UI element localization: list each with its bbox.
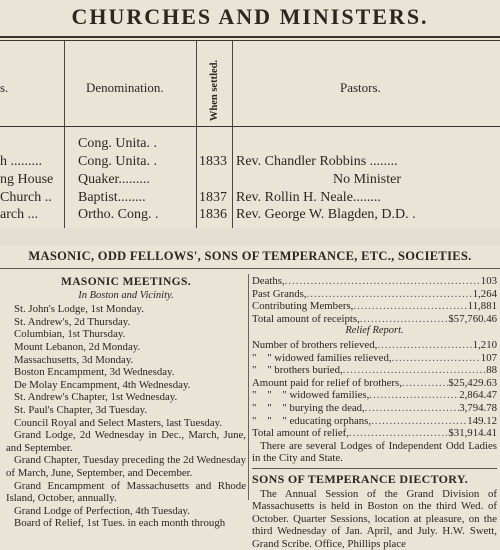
masonic-paragraph: Board of Relief, 1st Tues. in each month through xyxy=(6,517,246,530)
section-title-churches: CHURCHES AND MINISTERS. xyxy=(0,4,500,30)
church-denomination: Quaker......... xyxy=(78,172,194,188)
relief-line: " " " burying the dead, ..... 3,794.78 xyxy=(252,402,497,415)
church-denomination: Cong. Unita. . xyxy=(78,154,194,170)
header-rule xyxy=(0,126,500,127)
relief-line: " " " educating orphans, ..... 149.12 xyxy=(252,415,497,428)
church-year: 1833 xyxy=(199,154,231,170)
column-divider-3 xyxy=(232,41,233,228)
masonic-item: Boston Encampment, 3d Wednesday. xyxy=(6,366,246,379)
masonic-item: St. Andrew's, 2d Thursday. xyxy=(6,316,246,329)
societies-title-rule xyxy=(0,268,500,269)
relief-line: " " " widowed families, ..... 2,864.47 xyxy=(252,389,497,402)
church-name: Church .. xyxy=(0,190,62,206)
church-name: ng House xyxy=(0,172,62,188)
church-denomination: Cong. Unita. . xyxy=(78,136,194,152)
church-pastor: Rev. Chandler Robbins ........ xyxy=(236,154,498,170)
stat-line: Past Grands, ..... 1,264 xyxy=(252,288,497,301)
church-year: 1836 xyxy=(199,207,231,223)
header-pastors: Pastors. xyxy=(340,80,381,96)
masonic-paragraph: Grand Encampment of Massachusetts and Rhode Island, October, annually. xyxy=(6,480,246,505)
masonic-item: Mount Lebanon, 2d Monday. xyxy=(6,341,246,354)
masonic-item: St. Andrew's Chapter, 1st Wednesday. xyxy=(6,391,246,404)
header-when-settled: When settled. xyxy=(203,56,227,124)
church-name: arch ... xyxy=(0,207,62,223)
odd-fellows-column xyxy=(252,275,497,550)
masonic-paragraph: Grand Lodge of Perfection, 4th Tuesday. xyxy=(6,505,246,518)
title-rule-thin xyxy=(0,40,500,41)
masonic-title: MASONIC MEETINGS. xyxy=(6,276,246,289)
masonic-paragraph: Grand Lodge, 2d Wednesday in Dec., March, June, and September. xyxy=(6,429,246,454)
column-divider-2 xyxy=(196,41,197,228)
relief-report-title: Relief Report. xyxy=(252,325,497,338)
church-year: 1837 xyxy=(199,190,231,206)
temperance-title: SONS OF TEMPERANCE DIECTORY. xyxy=(252,473,497,486)
column-divider-center xyxy=(248,274,249,500)
church-pastor: Rev. Rollin H. Neale........ xyxy=(236,190,498,206)
temperance-text: The Annual Session of the Grand Division of Massachusetts is held in Boston on the third Wed. of October. Quarter Sessions, location at pleasure, on the third Wednesday of Jan. April, and July. H.W. Swett, Grand Scribe. Office, Phillips place xyxy=(252,488,497,550)
relief-line: " " brothers buried, ..... 88 xyxy=(252,364,497,377)
masonic-item: St. Paul's Chapter, 3d Tuesday. xyxy=(6,404,246,417)
masonic-item: Council Royal and Select Masters, last Tuesday. xyxy=(6,417,246,430)
relief-line: " " widowed families relieved, ..... 107 xyxy=(252,352,497,365)
section-title-societies: MASONIC, ODD FELLOWS', SONS OF TEMPERANCE, ETC., SOCIETIES. xyxy=(0,249,500,264)
masonic-paragraph: Grand Chapter, Tuesday preceding the 2d Wednesday of March, June, September, and December. xyxy=(6,454,246,479)
header-name-fragment: s. xyxy=(0,80,8,96)
church-pastor: Rev. George W. Blagden, D.D. . xyxy=(236,207,498,223)
title-rule-thick xyxy=(0,36,500,38)
masonic-subtitle: In Boston and Vicinity. xyxy=(6,290,246,303)
church-denomination: Baptist........ xyxy=(78,190,194,206)
church-pastor: No Minister xyxy=(236,172,498,188)
column-divider-1 xyxy=(64,41,65,228)
masonic-item: St. John's Lodge, 1st Monday. xyxy=(6,303,246,316)
stat-line: Contributing Members, ..... 11,881 xyxy=(252,300,497,313)
page-crop-gap xyxy=(0,228,500,246)
church-name: h ......... xyxy=(0,154,62,170)
odd-ladies-note: There are several Lodges of Independent Odd Ladies in the City and State. xyxy=(252,440,497,465)
relief-line: Number of brothers relieved, ..... 1,210 xyxy=(252,339,497,352)
stat-line: Deaths, ..... 103 xyxy=(252,275,497,288)
header-denomination: Denomination. xyxy=(86,80,164,96)
stat-line: Total amount of receipts, ..... $57,760.46 xyxy=(252,313,497,326)
masonic-item: Columbian, 1st Thursday. xyxy=(6,328,246,341)
relief-line: Amount paid for relief of brothers, ..... $25,429.63 xyxy=(252,377,497,390)
relief-line: Total amount of relief, ..... $31,914.41 xyxy=(252,427,497,440)
masonic-item: Massachusetts, 3d Monday. xyxy=(6,354,246,367)
church-denomination: Ortho. Cong. . xyxy=(78,207,194,223)
masonic-item: De Molay Encampment, 4th Wednesday. xyxy=(6,379,246,392)
masonic-column xyxy=(6,275,246,530)
temperance-rule xyxy=(252,468,497,469)
